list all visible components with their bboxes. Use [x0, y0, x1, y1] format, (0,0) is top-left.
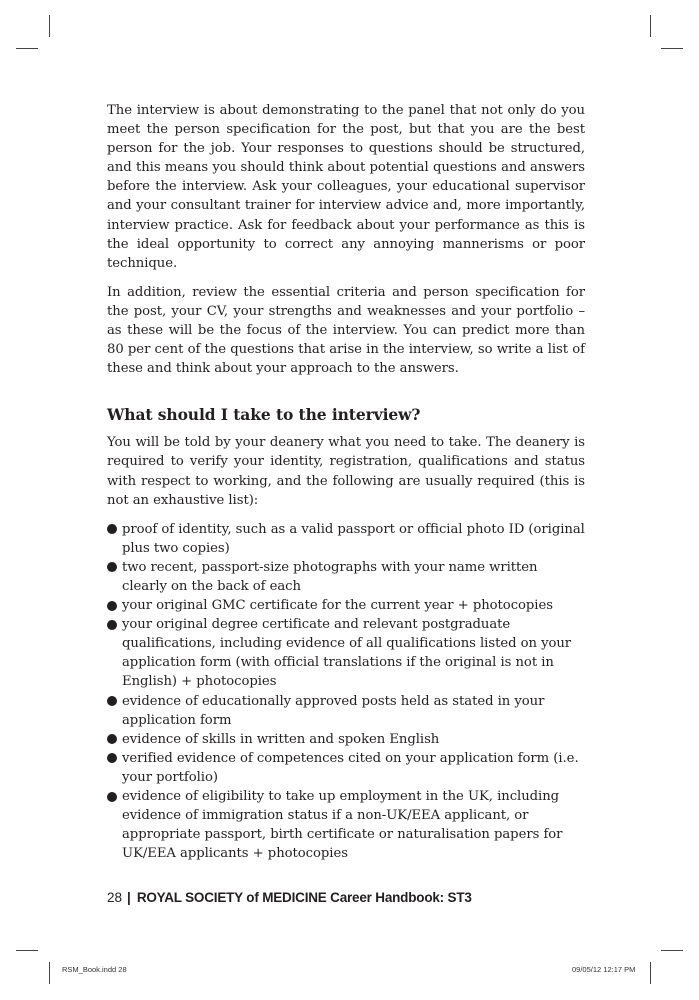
list-item: evidence of skills in written and spoken English — [107, 730, 585, 749]
slug-file: RSM_Book.indd 28 — [62, 965, 127, 974]
bullet-icon — [107, 792, 117, 802]
body-paragraph: The interview is about demonstrating to the panel that not only do you meet the person specification for the post, but that you are the best person for the job. Your responses to questions should be structured, and this means you should think about potential questions and answers before the interview. Ask your colleagues, your educational supervisor and your consultant trainer for interview advice and, more importantly, interview practice. Ask for feedback about your performance as this is the ideal opportunity to correct any annoying mannerisms or poor technique. — [107, 103, 585, 271]
footer-separator: | — [127, 890, 131, 905]
section-intro: You will be told by your deanery what you need to take. The deanery is required to verify your identity, registration, qualifications and status with respect to working, and the following are usually required (this is not an exhaustive list): — [107, 435, 585, 508]
bullet-icon — [107, 696, 117, 706]
slug-datetime: 09/05/12 12:17 PM — [572, 965, 636, 974]
book-title: ROYAL SOCIETY of MEDICINE Career Handbook: ST3 — [136, 890, 472, 905]
crop-mark — [49, 15, 50, 37]
bullet-icon — [107, 524, 117, 534]
crop-mark — [661, 950, 683, 951]
crop-mark — [650, 962, 651, 984]
list-item: your original degree certificate and relevant postgraduate qualifications, including evidence of all qualifications listed on your application form (with official translations if the original is not in English) + photocopies — [107, 615, 585, 691]
list-item: two recent, passport-size photographs with your name written clearly on the back of each — [107, 558, 585, 596]
section-heading: What should I take to the interview? — [107, 405, 421, 425]
list-item: your original GMC certificate for the current year + photocopies — [107, 596, 585, 615]
bullet-icon — [107, 734, 117, 744]
list-item: verified evidence of competences cited on your application form (i.e. your portfolio) — [107, 749, 585, 787]
crop-mark — [49, 962, 50, 984]
crop-mark — [650, 15, 651, 37]
bullet-icon — [107, 562, 117, 572]
bullet-icon — [107, 753, 117, 763]
requirements-list — [107, 520, 585, 864]
page-content — [107, 101, 585, 863]
bullet-icon — [107, 620, 117, 630]
list-item: evidence of eligibility to take up employment in the UK, including evidence of immigration status if a non-UK/EEA applicant, or appropriate passport, birth certificate or naturalisation papers for UK/EEA applicants + photocopies — [107, 787, 585, 863]
body-paragraph: In addition, review the essential criteria and person specification for the post, your CV, your strengths and weaknesses and your portfolio – as these will be the focus of the interview. You can predict more than 80 per cent of the questions that arise in the interview, so write a list of these and think about your approach to the answers. — [107, 284, 585, 377]
bullet-icon — [107, 601, 117, 611]
page-number: 28 — [107, 890, 123, 905]
crop-mark — [661, 48, 683, 49]
crop-mark — [16, 950, 38, 951]
page-footer — [107, 890, 587, 905]
list-item: proof of identity, such as a valid passport or official photo ID (original plus two copies) — [107, 520, 585, 558]
list-item: evidence of educationally approved posts held as stated in your application form — [107, 692, 585, 730]
crop-mark — [16, 48, 38, 49]
